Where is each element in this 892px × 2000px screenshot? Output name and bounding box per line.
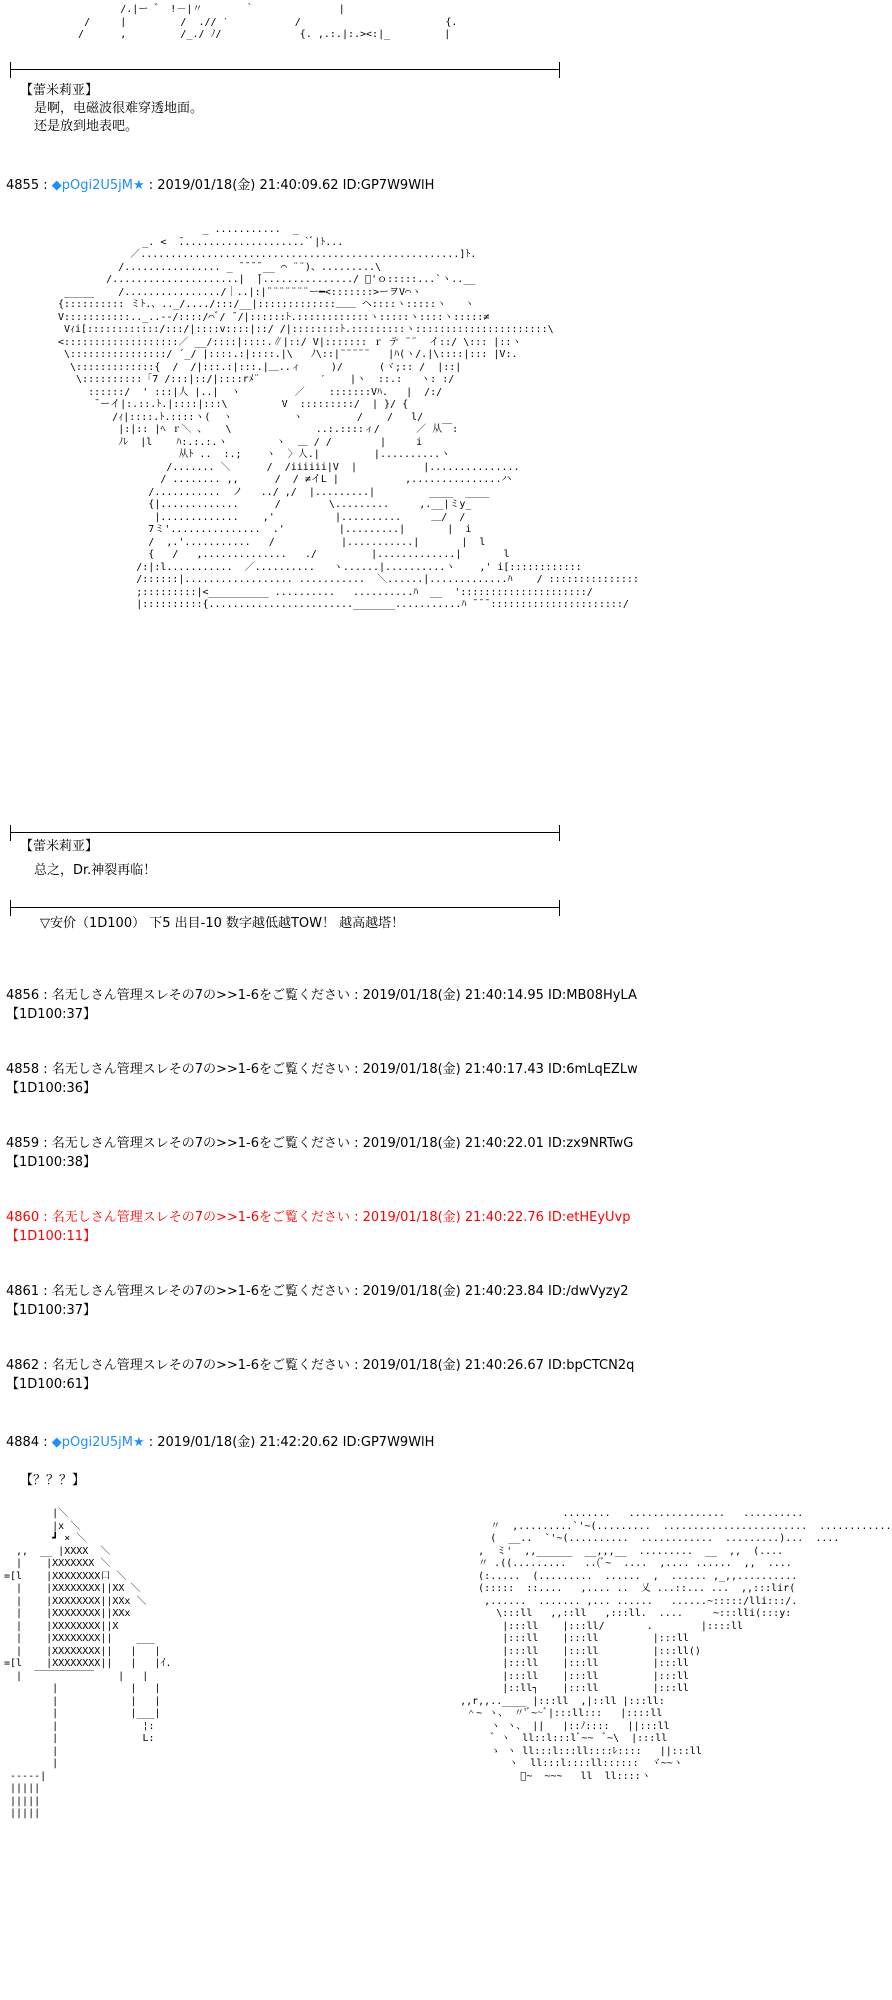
dice-roll-highlighted: 【1D100:11】 <box>6 1229 97 1244</box>
post-number: 4855 : <box>6 178 52 193</box>
post-number: 4884 : <box>6 1435 52 1450</box>
anka-instruction: ▽安价（1D100） 下5 出目-10 数字越低越TOW！ 越高越塔！ <box>40 916 405 931</box>
dice-roll: 【1D100:36】 <box>6 1081 97 1096</box>
post-header-highlighted: 4860 : 名无しさん管理スレその7の>>1-6をご覧ください : 2019/01/18(金) 21:40:22.76 ID:etHEyUvp <box>6 1210 631 1225</box>
speaker-label: 【蕾米莉亚】 <box>20 839 99 854</box>
post-header <box>6 177 434 195</box>
top-ascii-art: /.|ー ゛ !－|〃 ｀ | / | / .// ′ / {. / , /_./ ﾉ/ {. ,.:.|:.><:|_ | <box>78 4 458 40</box>
dice-roll: 【1D100:38】 <box>6 1155 97 1170</box>
post-header: 4862 : 名无しさん管理スレその7の>>1-6をご覧ください : 2019/01/18(金) 21:40:26.67 ID:bpCTCN2q <box>6 1358 635 1373</box>
divider <box>10 907 560 908</box>
post-header: 4859 : 名无しさん管理スレその7の>>1-6をご覧ください : 2019/01/18(金) 21:40:22.01 ID:zx9NRTwG <box>6 1136 634 1151</box>
divider <box>10 69 560 70</box>
dice-roll: 【1D100:37】 <box>6 1303 97 1318</box>
ruin-ascii-art: ........ ................ .......... 〃 ,.........`'~(......... ........................ ............ ( __.. `'~(.......... ............ .........)... .... , ミ' ,,______ __,,,__ ......... __ ,, (.... 〃 .((......... ..(ﾞ~ .... ,.... ...... ,, .... (:..... (......... ...... , ...... ,_,,.......... (::::: ::.... ,.... .. 乂 ...::... ... ,,:::lir( ,...... ....... ,... ...... ......~:::::/lli:::/. \:::ll ,,::ll ,:::ll. .... ~:::lli(:::y: |:::ll |:::ll/ . |::::ll |:::ll |:::ll |:::ll |:::ll |:::ll |:::ll() |:::ll |:::ll |:::ll |:::ll |:::ll |:::ll |::ll┐ |:::ll |:::ll ,,r,,..____ |:::ll ,|::ll |:::ll: ＾~ ヽ、 〃'ﾞ~~ﾞ|:::ll::: |::::ll ヽ ヽ、 || |::ﾉ:::: ||:::ll ゛ヽ ll::l:::lﾞ~~ ﾞ~\ |:::ll ゝ ヽ ll:::l:::ll::::ﾚ:::: ||:::ll ヽ ll:::l::::ll:::::: ヾ~~ヽ ﾞ~ ~~~ ll ll::::ヽ <box>460 1508 892 1782</box>
tripcode[interactable]: ◆pOgi2U5jM★ <box>51 178 145 193</box>
post-header: 4856 : 名无しさん管理スレその7の>>1-6をご覧ください : 2019/01/18(金) 21:40:14.95 ID:MB08HyLA <box>6 988 637 1003</box>
dialogue-line: 还是放到地表吧。 <box>34 119 139 134</box>
dice-roll: 【1D100:37】 <box>6 1007 97 1022</box>
dialogue-line: 是啊，电磁波很难穿透地面。 <box>34 101 204 116</box>
post-meta: : 2019/01/18(金) 21:40:09.62 ID:GP7W9WlH <box>144 178 435 193</box>
tower-ascii-art: |＼ |x ＼ ┛ × ＼ ,, __ |XXXX ＼ | |XXXXXXX ＼ =[l |XXXXXXXX口 ＼ | |XXXXXXXX||XX ＼ | |XXXXXXXX||XXx ＼ | |XXXXXXXX||XXx | |XXXXXXXX||X | |XXXXXXXX|| ___ | |XXXXXXXX|| | | =[l |XXXXXXXX|| | |ｲ. | ￣￣￣￣￣￣ | | | | | | | | | |___| | ¦: | L: | | -----| ||||| ||||| ||||| <box>4 1508 172 1819</box>
speaker-label: 【？？？】 <box>20 1473 86 1488</box>
dialogue-line: 总之，Dr.神裂再临！ <box>34 863 157 878</box>
post-header <box>6 1434 434 1452</box>
post-meta: : 2019/01/18(金) 21:42:20.62 ID:GP7W9WlH <box>144 1435 435 1450</box>
remilia-ascii-art: _ ........... _ _. < ̄.....................`ﾞ|ﾄ... ／.....................................................]ﾄ. /................ _ ̄ ̄ ̄ ̄ __ ⌒ ¨¨)、.........\ /.....................| ̄|.............../ ﾞ'ｏ:::::...`ヽ..__ _____ /................/｜..|:|¨¨¨¨¨¨¨ー━<:::::::>ーヲV⌒ヽ {:::::::::: ミﾄ.、.._/..../:::/__|:::::::::::::＿＿ ヘ::::ヽ:::::ヽ ヽ V:::::::::::.._..--/::::/⌒ﾞ/ ̄ /|::::::ﾄ.::::::::::::ヽ:::::ヽ::::ヽ:::::≠ Vｨi[::::::::::::/:::/|::::v::::|::/ /|::::::::ﾄ.:::::::::ヽ::::::::::::::::::::::\ <:::::::::::::::::::／ __/::::|::::.∥|::/ V|::::::: ｒ テ ¨¨ イ::/ \::: |::ヽ \::::::::::::::::/ ´_/ |::::.:|::::.|\ ﾉ\::|¨¨¨¨¨ |ﾊ(ヽ/.|\::::|::: |V:. \:::::::::::::{ / /|:::.:|:::.|＿..ィ )/ (ヾ;:: / |::| \::::::::::「7 /:::|::/|::::rﾒ¨ ′ |ヽ ::.: ヽ: :/ ::::::/ ' :::|人 |..| ヽ ／ :::::::Vﾊ. | /:/ ̄ ーイ|:.::.ﾄ.|::::|:::\ V :::::::::/ | }/ { /ｨ|::::.ﾄ.::::ヽ( ヽ ヽ / / l/ |:|:: |ﾍ ｒ＼ 、 \ ..:.::::ィ/ ／ 从￣: ﾉﾚ |l ﾊ:.:.:.ヽ ヽ ＿ / / | i 从ﾄ .. :.; ヽ 〉人.| |..........ヽ /....... ＼ / /iiiiii|V | |............... / ........ ,, / / ≠イL | ,...............ハ /........... ノ ../ ,/ |.........| ____ ____ {|............. / \......... ,.__|ミy_ |............. ,' |.......... ＿/ / 7ミ'............... .' |.........| | i / ,.'........... / |...........| | l { / ,.............. ./ |.............| l /:|:l........... ／.......... ヽ......|..........ヽ ,' i[:::::::::::: /::::::|.................. ........... ＼......|.............ﾊ / ::::::::::::::: ;:::::::::|<__________ .......... ..........ﾊ __ ':::::::::::::::::::::/ |::::::::::{........................_______...........ﾊ ̄ ̄ ̄ ::::::::::::::::::::::/ <box>58 224 639 610</box>
tripcode[interactable]: ◆pOgi2U5jM★ <box>51 1435 145 1450</box>
post-header: 4861 : 名无しさん管理スレその7の>>1-6をご覧ください : 2019/01/18(金) 21:40:23.84 ID:/dwVyzy2 <box>6 1284 629 1299</box>
divider <box>10 832 560 833</box>
post-header: 4858 : 名无しさん管理スレその7の>>1-6をご覧ください : 2019/01/18(金) 21:40:17.43 ID:6mLqEZLw <box>6 1062 638 1077</box>
speaker-label: 【蕾米莉亚】 <box>20 83 99 98</box>
dice-roll: 【1D100:61】 <box>6 1377 97 1392</box>
